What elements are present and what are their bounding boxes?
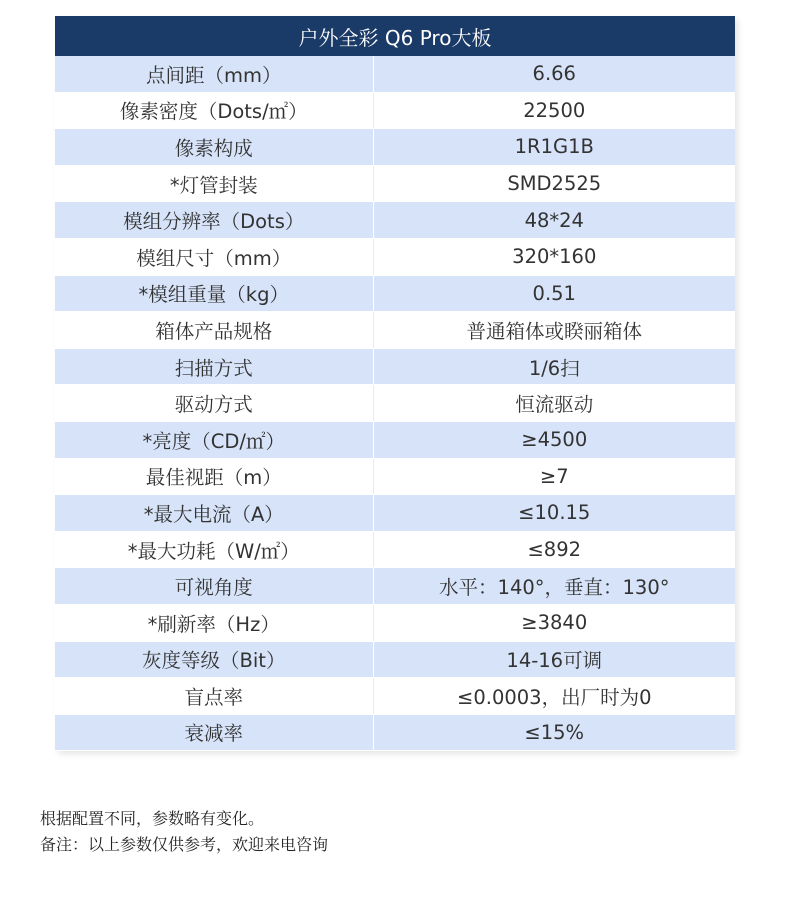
- spec-value: 恒流驱动: [373, 385, 735, 422]
- table-row: [55, 678, 735, 715]
- spec-value: ≤10.15: [373, 495, 735, 532]
- spec-label: 像素构成: [55, 129, 373, 166]
- spec-label: *灯管封装: [55, 165, 373, 202]
- table-row: [55, 604, 735, 641]
- table-row: [55, 421, 735, 458]
- spec-value: 水平：140°，垂直：130°: [373, 568, 735, 605]
- spec-value: 6.66: [373, 56, 735, 92]
- spec-label: *亮度（CD/㎡）: [55, 421, 373, 458]
- spec-table-body: [55, 56, 735, 751]
- spec-value: ≥7: [373, 458, 735, 495]
- spec-value: 1/6扫: [373, 348, 735, 385]
- table-row: [55, 202, 735, 239]
- spec-label: 模组尺寸（mm）: [55, 238, 373, 275]
- table-title: 户外全彩 Q6 Pro大板: [55, 16, 735, 56]
- spec-label: 驱动方式: [55, 385, 373, 422]
- note-reference-only: 备注：以上参数仅供参考，欢迎来电咨询: [40, 835, 329, 854]
- note-config-varies: 根据配置不同，参数略有变化。: [40, 809, 265, 828]
- table-header-row: [55, 16, 735, 56]
- spec-value: 0.51: [373, 275, 735, 312]
- table-row: [55, 348, 735, 385]
- spec-value: 22500: [373, 92, 735, 129]
- table-row: [55, 714, 735, 751]
- table-row: [55, 641, 735, 678]
- spec-label: 可视角度: [55, 568, 373, 605]
- table-row: [55, 385, 735, 422]
- spec-label: 盲点率: [55, 678, 373, 715]
- spec-value: ≤0.0003，出厂时为0: [373, 678, 735, 715]
- spec-label: 箱体产品规格: [55, 312, 373, 349]
- spec-value: 1R1G1B: [373, 129, 735, 166]
- table-row: [55, 531, 735, 568]
- spec-label: 点间距（mm）: [55, 56, 373, 92]
- spec-label: 像素密度（Dots/㎡）: [55, 92, 373, 129]
- spec-table: [55, 16, 735, 751]
- spec-label: *模组重量（kg）: [55, 275, 373, 312]
- spec-label: 衰减率: [55, 714, 373, 751]
- notes: [40, 806, 328, 858]
- spec-label: 最佳视距（m）: [55, 458, 373, 495]
- spec-label: *刷新率（Hz）: [55, 604, 373, 641]
- spec-value: 320*160: [373, 238, 735, 275]
- spec-label: 模组分辨率（Dots）: [55, 202, 373, 239]
- spec-value: ≥3840: [373, 604, 735, 641]
- spec-value: ≤15%: [373, 714, 735, 751]
- spec-value: 48*24: [373, 202, 735, 239]
- table-row: [55, 458, 735, 495]
- table-row: [55, 238, 735, 275]
- spec-label: 扫描方式: [55, 348, 373, 385]
- spec-value: SMD2525: [373, 165, 735, 202]
- table-row: [55, 92, 735, 129]
- spec-value: ≥4500: [373, 421, 735, 458]
- table-row: [55, 275, 735, 312]
- spec-label: *最大电流（A）: [55, 495, 373, 532]
- spec-label: 灰度等级（Bit）: [55, 641, 373, 678]
- spec-value: 14-16可调: [373, 641, 735, 678]
- table-row: [55, 56, 735, 92]
- spec-value: 普通箱体或睽丽箱体: [373, 312, 735, 349]
- table-row: [55, 129, 735, 166]
- table-row: [55, 495, 735, 532]
- table-row: [55, 312, 735, 349]
- table-row: [55, 568, 735, 605]
- spec-value: ≤892: [373, 531, 735, 568]
- spec-label: *最大功耗（W/㎡）: [55, 531, 373, 568]
- table-row: [55, 165, 735, 202]
